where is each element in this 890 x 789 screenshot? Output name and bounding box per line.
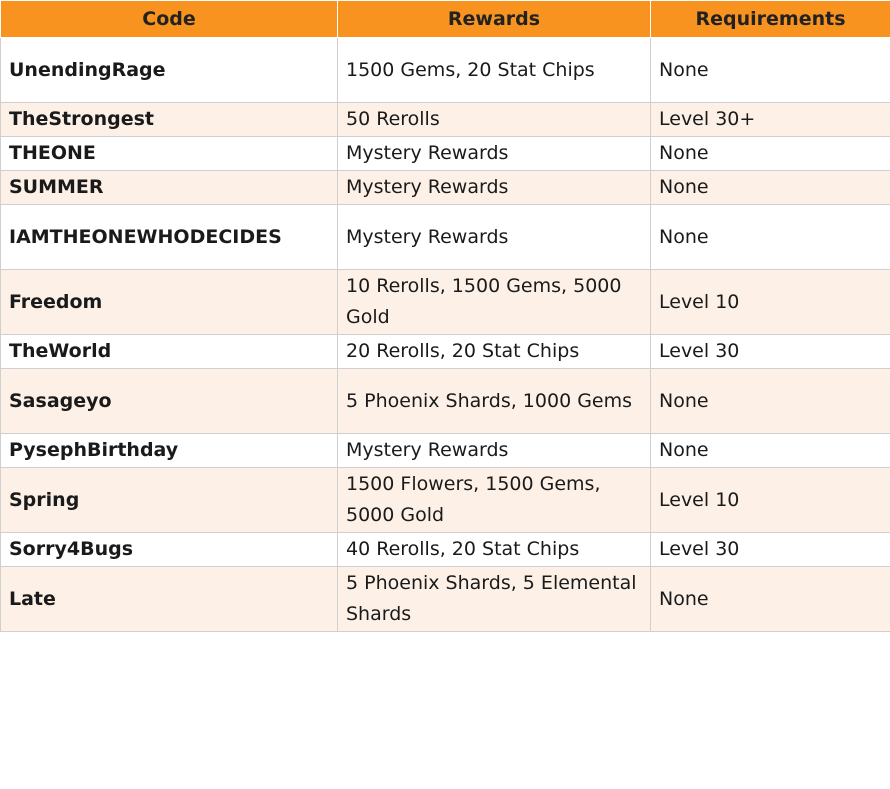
code-cell: Spring <box>1 468 338 533</box>
requirements-cell: None <box>651 38 890 103</box>
requirements-cell: Level 10 <box>651 270 890 335</box>
column-header-code: Code <box>1 1 338 38</box>
table-header-row <box>1 1 890 38</box>
rewards-cell: 40 Rerolls, 20 Stat Chips <box>338 533 651 567</box>
table-row <box>1 533 890 567</box>
code-cell: IAMTHEONEWHODECIDES <box>1 205 338 270</box>
column-header-rewards: Rewards <box>338 1 651 38</box>
code-cell: TheWorld <box>1 335 338 369</box>
rewards-cell: 50 Rerolls <box>338 103 651 137</box>
code-cell: PysephBirthday <box>1 434 338 468</box>
table-row <box>1 205 890 270</box>
rewards-cell: 5 Phoenix Shards, 1000 Gems <box>338 369 651 434</box>
requirements-cell: None <box>651 137 890 171</box>
rewards-cell: Mystery Rewards <box>338 137 651 171</box>
requirements-cell: Level 30 <box>651 335 890 369</box>
rewards-cell: 10 Rerolls, 1500 Gems, 5000 Gold <box>338 270 651 335</box>
requirements-cell: None <box>651 171 890 205</box>
table-row <box>1 38 890 103</box>
table-row <box>1 468 890 533</box>
rewards-cell: Mystery Rewards <box>338 434 651 468</box>
code-cell: Freedom <box>1 270 338 335</box>
rewards-cell: Mystery Rewards <box>338 171 651 205</box>
table-row <box>1 137 890 171</box>
code-cell: Sorry4Bugs <box>1 533 338 567</box>
requirements-cell: None <box>651 434 890 468</box>
code-cell: Sasageyo <box>1 369 338 434</box>
code-cell: SUMMER <box>1 171 338 205</box>
table-row <box>1 171 890 205</box>
rewards-cell: 20 Rerolls, 20 Stat Chips <box>338 335 651 369</box>
rewards-cell: 1500 Gems, 20 Stat Chips <box>338 38 651 103</box>
table-row <box>1 567 890 632</box>
rewards-cell: 1500 Flowers, 1500 Gems, 5000 Gold <box>338 468 651 533</box>
requirements-cell: Level 10 <box>651 468 890 533</box>
requirements-cell: Level 30 <box>651 533 890 567</box>
requirements-cell: None <box>651 369 890 434</box>
table-row <box>1 270 890 335</box>
code-cell: Late <box>1 567 338 632</box>
rewards-cell: 5 Phoenix Shards, 5 Elemental Shards <box>338 567 651 632</box>
table-row <box>1 103 890 137</box>
code-cell: THEONE <box>1 137 338 171</box>
requirements-cell: None <box>651 205 890 270</box>
requirements-cell: Level 30+ <box>651 103 890 137</box>
rewards-cell: Mystery Rewards <box>338 205 651 270</box>
table-row <box>1 369 890 434</box>
code-cell: TheStrongest <box>1 103 338 137</box>
table-row <box>1 335 890 369</box>
column-header-requirements: Requirements <box>651 1 890 38</box>
code-cell: UnendingRage <box>1 38 338 103</box>
table-row <box>1 434 890 468</box>
requirements-cell: None <box>651 567 890 632</box>
